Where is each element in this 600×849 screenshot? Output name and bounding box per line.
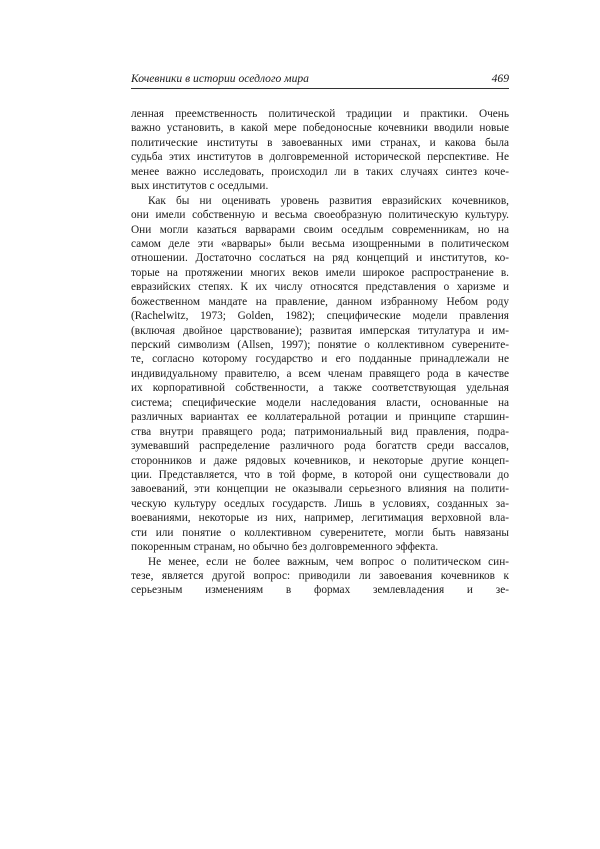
text-line: менее важно исследовать, происходил ли в таких случаях синтез коче- xyxy=(131,165,509,178)
text-line: самом деле эти «варвары» были весьма изощренными в политическом xyxy=(131,237,509,250)
text-line: ческую культуру оседлых государств. Лишь в условиях, созданных за- xyxy=(131,497,509,510)
text-line: ции. Представляется, что в той форме, в которой они существовали до xyxy=(131,468,509,481)
text-line: вых институтов с оседлыми. xyxy=(131,180,269,193)
text-line: отношении. Достаточно сослаться на ряд концепций и институтов, ко- xyxy=(131,252,509,265)
text-line: те, согласно которому государство и его подданные принадлежали не xyxy=(131,353,509,366)
text-line: сти или понятие о коллективном суверенитете, могли быть навязаны xyxy=(131,526,509,539)
text-line: ства внутри правящего рода; патримониальный вид правления, подра- xyxy=(131,425,509,438)
text-line: система; специфические модели наследования власти, основанные на xyxy=(131,396,509,409)
text-line: сторонников и даже рядовых кочевников, и некоторые другие концеп- xyxy=(131,454,509,467)
text-line: серьезным изменениям в формах землевладения и зе- xyxy=(131,584,509,597)
text-line: важно установить, в какой мере победоносные кочевники вводили новые xyxy=(131,122,509,135)
text-line: воеваниями, некоторые из них, например, легитимация верховной вла- xyxy=(131,512,509,525)
text-line: Как бы ни оценивать уровень развития евразийских кочевников, xyxy=(148,194,509,207)
text-line: ленная преемственность политической традиции и практики. Очень xyxy=(131,108,509,120)
text-line: судьба этих институтов в долговременной исторической перспективе. Не xyxy=(131,151,509,164)
body-text xyxy=(131,107,509,598)
text-line: божественном мандате на правление, данном избранному Небом роду xyxy=(131,295,509,308)
running-head-title: Кочевники в истории оседлого мира xyxy=(131,72,309,85)
text-line: Они могли казаться варварами своим оседлым современникам, но на xyxy=(131,223,509,236)
text-line: Не менее, если не более важным, чем вопрос о политическом син- xyxy=(148,555,509,568)
text-line: зумевавший распределение различного рода богатств среди вассалов, xyxy=(131,440,509,453)
text-line: покоренным странам, но обычно без долговременного эффекта. xyxy=(131,541,439,554)
text-line: (Rachelwitz, 1973; Golden, 1982); специфические модели правления xyxy=(131,310,509,323)
text-line: политические институты в завоеванных ими странах, и какова была xyxy=(131,136,509,149)
text-line: они имели собственную и весьма своеобразную политическую культуру. xyxy=(131,209,509,222)
text-line: тезе, является другой вопрос: приводили ли завоевания кочевников к xyxy=(131,570,509,582)
text-line: перский символизм (Allsen, 1997); понятие о коллективном суверените- xyxy=(131,339,509,351)
text-line: евразийских степях. К их числу относятся представления о харизме и xyxy=(131,281,509,294)
text-line: их корпоративной собственности, а также соответствующая удельная xyxy=(131,382,509,395)
header-rule xyxy=(131,88,509,89)
text-line: (включая двойное царствование); развитая имперская титулатура и им- xyxy=(131,324,509,337)
text-line: завоеваний, эти концепции не оказывали серьезного влияния на полити- xyxy=(131,483,509,496)
text-line: индивидуальному правителю, а всем членам правящего рода в качестве xyxy=(131,367,509,380)
page-number: 469 xyxy=(491,72,509,85)
text-line: торые на протяжении многих веков имели широкое распространение в. xyxy=(131,266,509,279)
text-line: различных вариантах ее коллатеральной ротации и принципе старшин- xyxy=(131,411,509,424)
running-head xyxy=(131,71,509,87)
